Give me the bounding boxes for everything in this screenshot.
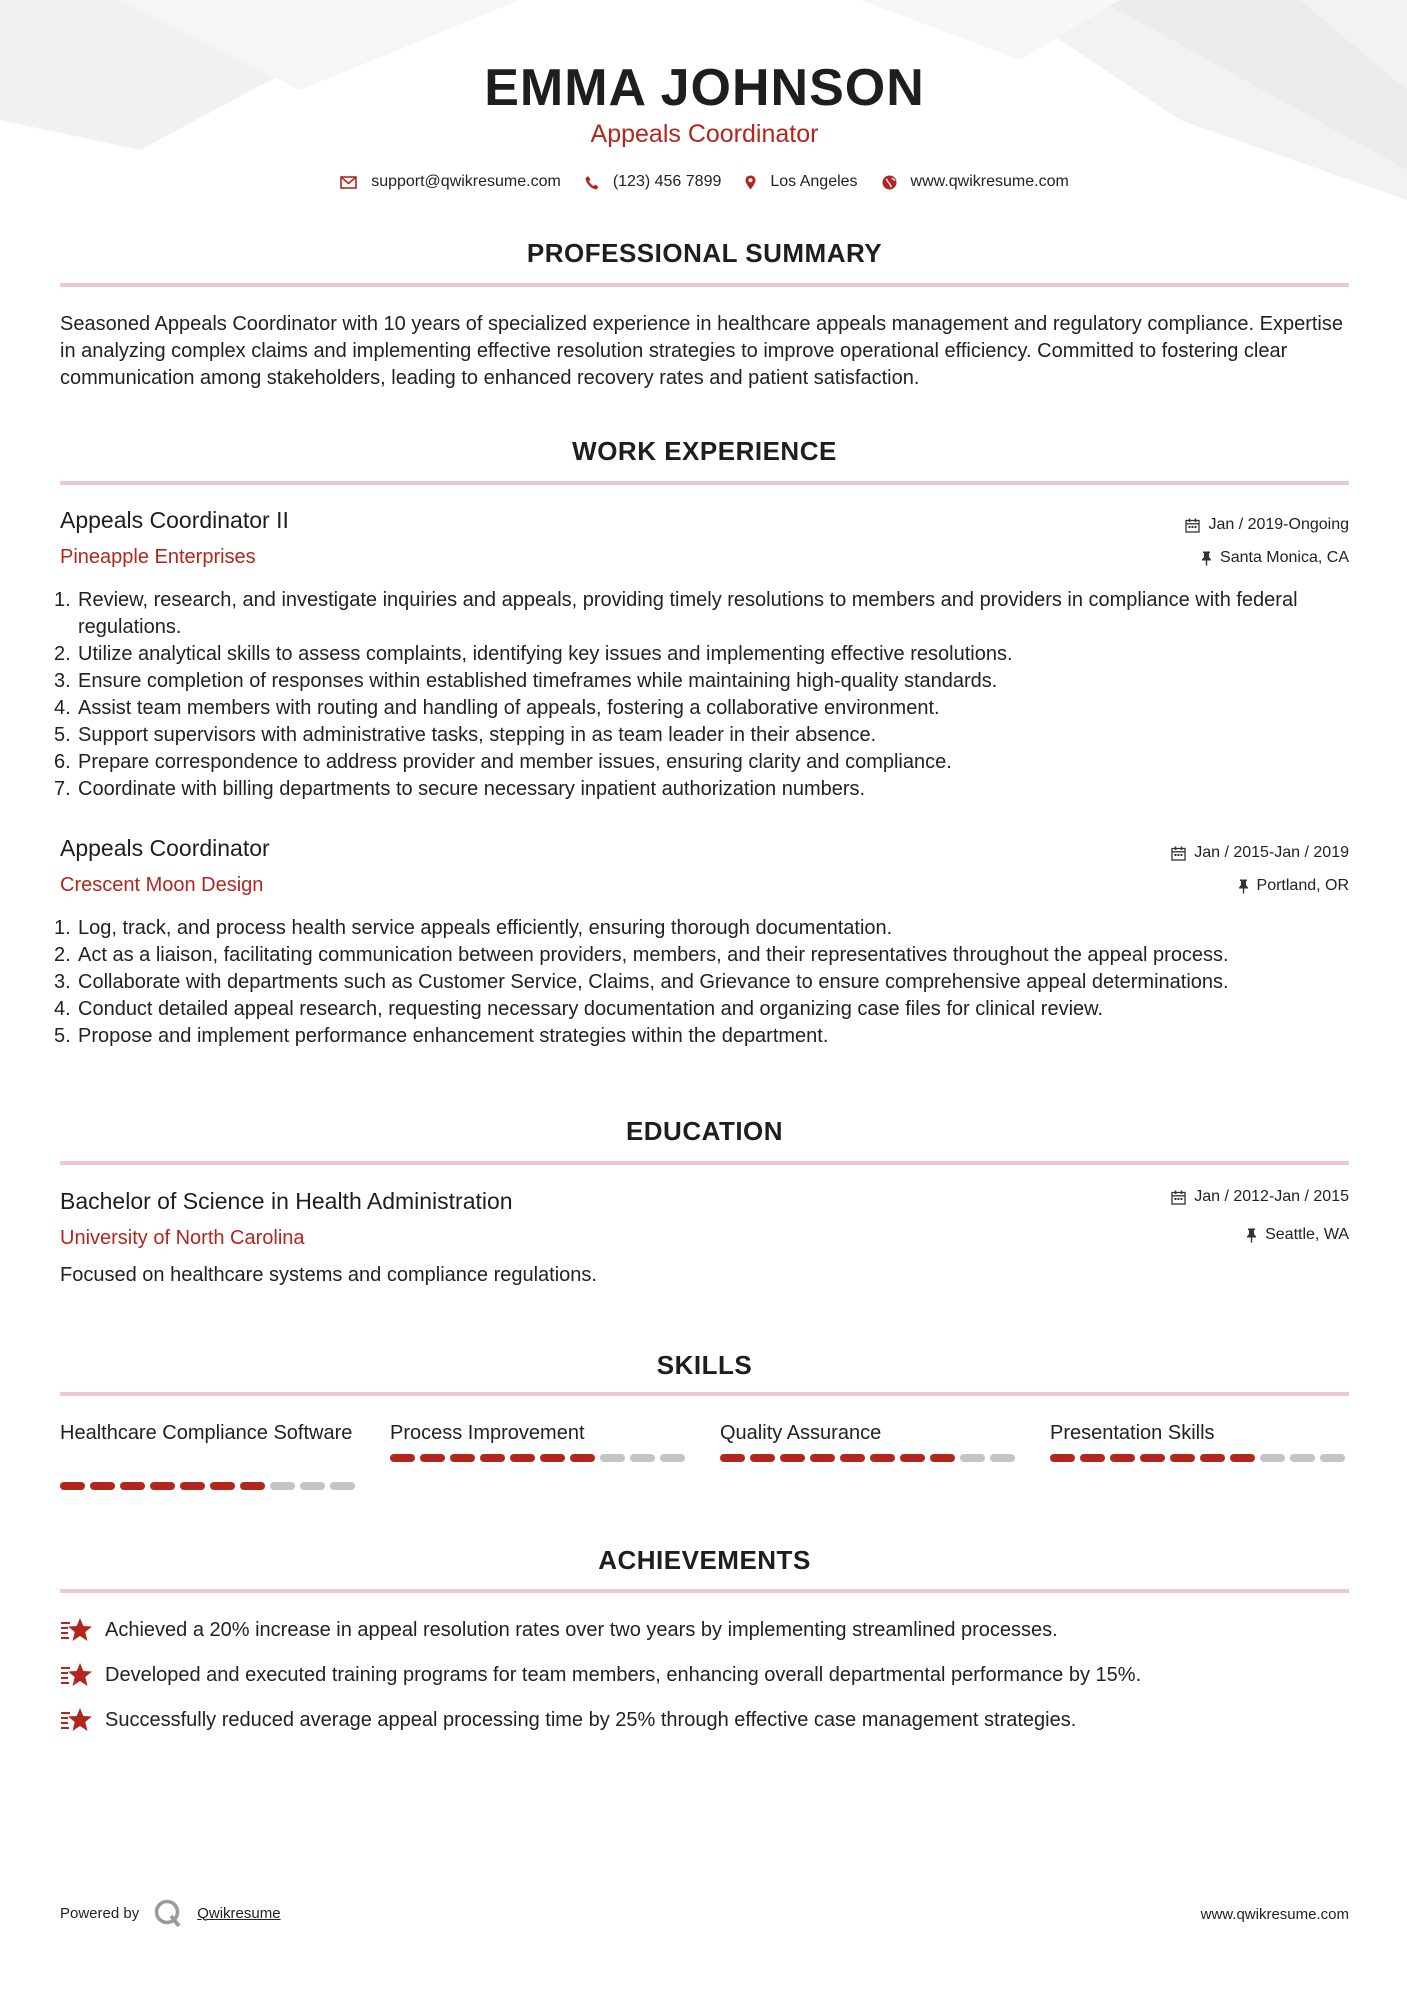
summary-divider: [60, 283, 1349, 287]
skill-segment-filled: [750, 1454, 775, 1462]
skill-segment-empty: [600, 1454, 625, 1462]
job-1-location-text: Santa Monica, CA: [1220, 549, 1349, 566]
list-item: 3. Collaborate with departments such as Customer Service, Claims, and Grievance to ensure comprehensive appeal determinations.: [54, 971, 1229, 993]
phone-text[interactable]: (123) 456 7899: [612, 173, 722, 190]
contact-location: [745, 173, 857, 191]
job-2-dates-text: Jan / 2015-Jan / 2019: [1194, 844, 1349, 861]
skill-segment-empty: [1320, 1454, 1345, 1462]
skill-level-bar: [1050, 1454, 1350, 1462]
experience-divider: [60, 481, 1349, 485]
skill-segment-filled: [180, 1482, 205, 1490]
job-2-location-text: Portland, OR: [1256, 877, 1349, 894]
skill-item: [720, 1420, 1020, 1447]
skill-segment-filled: [120, 1482, 145, 1490]
education-location-text: Seattle, WA: [1265, 1226, 1349, 1243]
pushpin-icon: [1246, 1228, 1257, 1243]
experience-heading: WORK EXPERIENCE: [572, 436, 837, 466]
list-item: 5. Propose and implement performance enhancement strategies within the department.: [54, 1025, 829, 1047]
list-item: 1. Review, research, and investigate inquiries and appeals, providing timely resolutions to members and providers in compliance with federal regulations.: [54, 589, 1298, 638]
education-dates: [1171, 1188, 1349, 1206]
skill-item: [60, 1420, 360, 1447]
degree-title: Bachelor of Science in Health Administration: [60, 1188, 513, 1214]
skill-segment-filled: [1080, 1454, 1105, 1462]
skill-segment-filled: [480, 1454, 505, 1462]
website-text[interactable]: www.qwikresume.com: [910, 173, 1069, 190]
powered-by-label: Powered by: [60, 1904, 140, 1922]
skill-segment-filled: [780, 1454, 805, 1462]
qwikresume-link[interactable]: Qwikresume: [197, 1904, 281, 1922]
job-2-dates: [1171, 844, 1349, 862]
education-heading: EDUCATION: [625, 1116, 784, 1146]
achievement-text: Successfully reduced average appeal processing time by 25% through effective case management strategies.: [105, 1709, 1077, 1731]
skill-item: [1050, 1420, 1350, 1447]
contact-website[interactable]: [882, 173, 1069, 191]
summary-text: Seasoned Appeals Coordinator with 10 years of specialized experience in healthcare appeals management and regulatory compliance. Expertise in analyzing complex claims and implementing effective resolution strategies to improve operational efficiency. Committed to fostering clear communication among stakeholders, leading to enhanced recovery rates and patient satisfaction.: [60, 313, 1343, 389]
achievement-text: Developed and executed training programs for team members, enhancing overall departmental performance by 15%.: [105, 1664, 1142, 1686]
skill-segment-filled: [1110, 1454, 1135, 1462]
location-text: Los Angeles: [770, 173, 858, 190]
skill-name: Process Improvement: [390, 1422, 585, 1444]
job-1-dates: [1185, 516, 1349, 534]
pushpin-icon: [1201, 551, 1212, 566]
skill-segment-filled: [240, 1482, 265, 1490]
job-2-bullets: [54, 915, 1349, 1050]
skill-segment-filled: [420, 1454, 445, 1462]
job-2-location: [1238, 877, 1349, 895]
skill-segment-empty: [300, 1482, 325, 1490]
globe-icon: [882, 175, 897, 190]
list-item: 2. Act as a liaison, facilitating communication between providers, members, and their representatives throughout the appeal process.: [54, 944, 1229, 966]
job-1-location: [1201, 549, 1349, 567]
skill-segment-empty: [660, 1454, 685, 1462]
list-item: 1. Log, track, and process health service appeals efficiently, ensuring thorough documentation.: [54, 917, 893, 939]
skill-segment-empty: [630, 1454, 655, 1462]
achievements-heading: ACHIEVEMENTS: [598, 1545, 811, 1575]
skill-segment-filled: [930, 1454, 955, 1462]
skill-segment-filled: [450, 1454, 475, 1462]
skill-segment-filled: [840, 1454, 865, 1462]
skill-segment-empty: [960, 1454, 985, 1462]
star-badge-icon: [60, 1617, 93, 1644]
list-item: 3. Ensure completion of responses within established timeframes while maintaining high-quality standards.: [54, 670, 998, 692]
list-item: 6. Prepare correspondence to address provider and member issues, ensuring clarity and compliance.: [54, 751, 952, 773]
skills-divider: [60, 1392, 1349, 1396]
phone-icon: [585, 175, 599, 190]
job-1-title: Appeals Coordinator II: [60, 507, 289, 533]
skill-segment-empty: [1260, 1454, 1285, 1462]
map-pin-icon: [745, 175, 756, 190]
skill-segment-filled: [90, 1482, 115, 1490]
skill-segment-filled: [510, 1454, 535, 1462]
footer-website[interactable]: www.qwikresume.com: [1200, 1906, 1349, 1923]
skill-name: Quality Assurance: [720, 1422, 882, 1444]
education-location: [1246, 1226, 1349, 1244]
job-1-bullets: [54, 587, 1349, 803]
envelope-icon: [340, 176, 357, 189]
skill-segment-empty: [330, 1482, 355, 1490]
skill-segment-empty: [990, 1454, 1015, 1462]
skill-segment-filled: [900, 1454, 925, 1462]
skill-segment-filled: [60, 1482, 85, 1490]
list-item: 2. Utilize analytical skills to assess complaints, identifying key issues and implementing effective resolutions.: [54, 643, 1013, 665]
star-badge-icon: [60, 1662, 93, 1689]
skill-level-bar: [390, 1454, 690, 1462]
contact-email[interactable]: [340, 173, 561, 191]
pushpin-icon: [1238, 879, 1249, 894]
skill-segment-filled: [1170, 1454, 1195, 1462]
list-item: 4. Assist team members with routing and handling of appeals, fostering a collaborative environment.: [54, 697, 940, 719]
education-divider: [60, 1161, 1349, 1165]
star-badge-icon: [60, 1707, 93, 1734]
skill-segment-filled: [570, 1454, 595, 1462]
job-1-company: Pineapple Enterprises: [60, 546, 256, 568]
skill-segment-filled: [1230, 1454, 1255, 1462]
contact-phone[interactable]: [585, 173, 722, 191]
list-item: 4. Conduct detailed appeal research, requesting necessary documentation and organizing case files for clinical review.: [54, 998, 1104, 1020]
skill-segment-filled: [1050, 1454, 1075, 1462]
calendar-icon: [1185, 518, 1200, 533]
skill-segment-filled: [1200, 1454, 1225, 1462]
achievement-item: [60, 1662, 1349, 1689]
achievement-item: [60, 1707, 1349, 1734]
skill-name: Presentation Skills: [1050, 1422, 1215, 1444]
job-2-title: Appeals Coordinator: [60, 835, 270, 861]
skill-segment-empty: [1290, 1454, 1315, 1462]
school-name: University of North Carolina: [60, 1227, 305, 1249]
list-item: 5. Support supervisors with administrative tasks, stepping in as team leader in their absence.: [54, 724, 877, 746]
skill-name: Healthcare Compliance Software: [60, 1422, 353, 1444]
skill-level-bar: [720, 1454, 1020, 1462]
skill-segment-filled: [870, 1454, 895, 1462]
qwikresume-logo-icon: [153, 1898, 185, 1928]
skill-segment-filled: [540, 1454, 565, 1462]
skill-item: [390, 1420, 690, 1447]
skill-segment-filled: [390, 1454, 415, 1462]
skills-heading: SKILLS: [656, 1350, 753, 1380]
skill-segment-empty: [270, 1482, 295, 1490]
skill-level-bar: [60, 1482, 360, 1490]
education-note: Focused on healthcare systems and compliance regulations.: [60, 1264, 597, 1286]
candidate-name: EMMA JOHNSON: [484, 59, 925, 117]
calendar-icon: [1171, 1190, 1186, 1205]
email-text[interactable]: support@qwikresume.com: [371, 173, 561, 190]
skill-segment-filled: [150, 1482, 175, 1490]
job-1-dates-text: Jan / 2019-Ongoing: [1208, 516, 1349, 533]
list-item: 7. Coordinate with billing departments to secure necessary inpatient authorization numbers.: [54, 778, 866, 800]
job-title-headline: Appeals Coordinator: [590, 120, 819, 148]
skill-segment-filled: [810, 1454, 835, 1462]
skill-segment-filled: [1140, 1454, 1165, 1462]
job-2-company: Crescent Moon Design: [60, 874, 264, 896]
summary-heading: PROFESSIONAL SUMMARY: [526, 238, 883, 268]
achievement-text: Achieved a 20% increase in appeal resolution rates over two years by implementing streamlined processes.: [105, 1619, 1058, 1641]
achievement-item: [60, 1617, 1349, 1644]
contact-bar: [60, 173, 1349, 191]
footer-powered-by: [60, 1898, 281, 1928]
achievements-divider: [60, 1589, 1349, 1593]
calendar-icon: [1171, 846, 1186, 861]
skill-segment-filled: [720, 1454, 745, 1462]
education-dates-text: Jan / 2012-Jan / 2015: [1194, 1188, 1349, 1205]
skill-segment-filled: [210, 1482, 235, 1490]
